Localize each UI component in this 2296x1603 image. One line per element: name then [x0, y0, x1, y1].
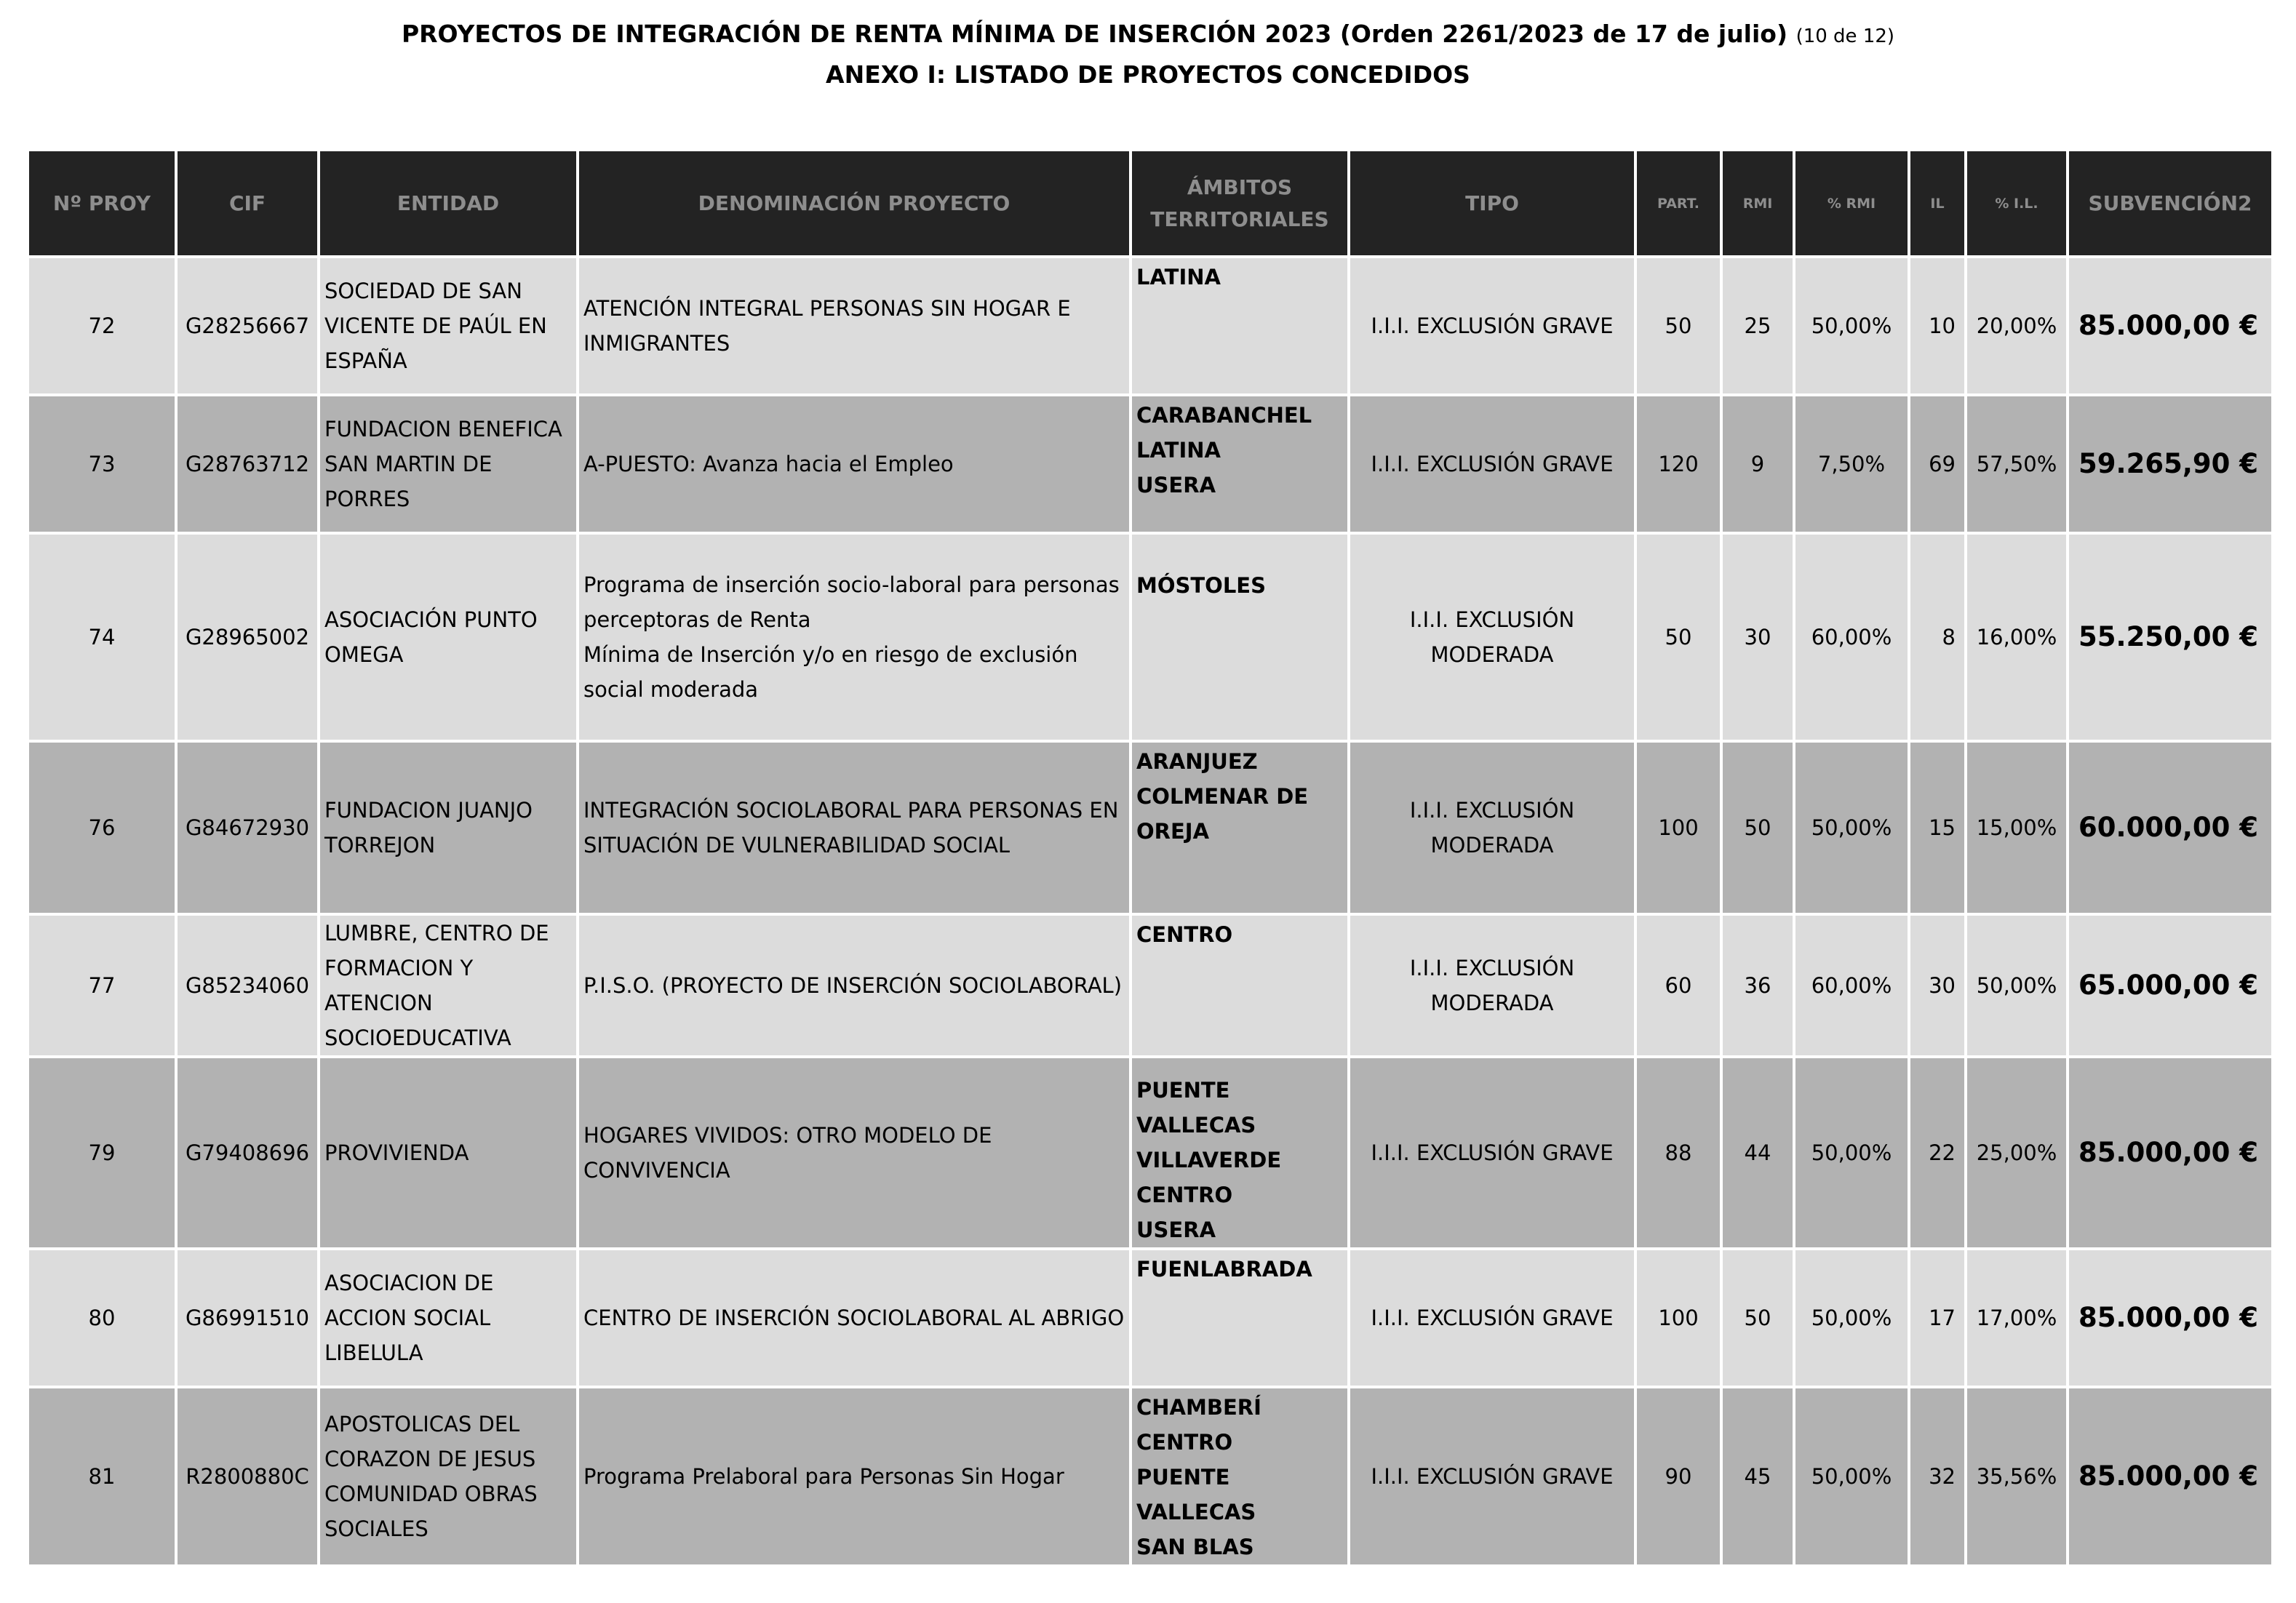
cell-ambitos: CHAMBERÍ CENTRO PUENTE VALLECAS SAN BLAS: [1131, 1387, 1349, 1566]
cell-ambitos: CENTRO: [1131, 914, 1349, 1057]
cell-pct-rmi: 60,00%: [1794, 914, 1909, 1057]
cell-cif: G28763712: [176, 395, 319, 533]
cell-il: 69: [1909, 395, 1966, 533]
cell-pct-il: 25,00%: [1966, 1057, 2068, 1249]
cell-pct-il: 50,00%: [1966, 914, 2068, 1057]
cell-entidad: APOSTOLICAS DEL CORAZON DE JESUS COMUNIDAD OBRAS SOCIALES: [319, 1387, 578, 1566]
header-denominacion: DENOMINACIÓN PROYECTO: [578, 150, 1131, 257]
document-title: [0, 17, 2296, 53]
cell-proyecto: [578, 533, 1131, 741]
cell-part: 60: [1635, 914, 1721, 1057]
cell-pct-rmi: 50,00%: [1794, 1387, 1909, 1566]
cell-rmi: 50: [1721, 741, 1794, 914]
page-indicator: (10 de 12): [1795, 25, 1895, 47]
cell-il: 30: [1909, 914, 1966, 1057]
header-pct-rmi: % RMI: [1794, 150, 1909, 257]
table-row: [28, 914, 2273, 1057]
cell-tipo: I.I.I. EXCLUSIÓN MODERADA: [1349, 914, 1635, 1057]
cell-tipo: I.I.I. EXCLUSIÓN GRAVE: [1349, 395, 1635, 533]
cell-n-proy: 80: [28, 1249, 176, 1387]
cell-il: 15: [1909, 741, 1966, 914]
cell-proyecto: A-PUESTO: Avanza hacia el Empleo: [578, 395, 1131, 533]
cell-ambitos: CARABANCHEL LATINA USERA: [1131, 395, 1349, 533]
cell-rmi: 30: [1721, 533, 1794, 741]
cell-n-proy: 74: [28, 533, 176, 741]
header-il: IL: [1909, 150, 1966, 257]
cell-pct-il: 57,50%: [1966, 395, 2068, 533]
header-n-proy: Nº PROY: [28, 150, 176, 257]
cell-il: 10: [1909, 257, 1966, 395]
title-line-1: PROYECTOS DE INTEGRACIÓN DE RENTA MÍNIMA DE INSERCIÓN 2023 (Orden 2261/2023 de 17 de julio): [401, 20, 1788, 48]
cell-rmi: 44: [1721, 1057, 1794, 1249]
cell-part: 100: [1635, 741, 1721, 914]
cell-pct-rmi: 60,00%: [1794, 533, 1909, 741]
cell-part: 50: [1635, 533, 1721, 741]
cell-subvencion: 85.000,00 €: [2068, 1387, 2273, 1566]
header-tipo: TIPO: [1349, 150, 1635, 257]
cell-proyecto: CENTRO DE INSERCIÓN SOCIOLABORAL AL ABRIGO: [578, 1249, 1131, 1387]
cell-ambitos: FUENLABRADA: [1131, 1249, 1349, 1387]
table-row: [28, 1057, 2273, 1249]
table-row: [28, 1249, 2273, 1387]
cell-n-proy: 72: [28, 257, 176, 395]
table-row: [28, 533, 2273, 741]
cell-il: 17: [1909, 1249, 1966, 1387]
cell-ambitos: ARANJUEZ COLMENAR DE OREJA: [1131, 741, 1349, 914]
cell-rmi: 9: [1721, 395, 1794, 533]
cell-tipo: I.I.I. EXCLUSIÓN GRAVE: [1349, 257, 1635, 395]
cell-part: 100: [1635, 1249, 1721, 1387]
cell-pct-il: 16,00%: [1966, 533, 2068, 741]
cell-n-proy: 81: [28, 1387, 176, 1566]
cell-entidad: SOCIEDAD DE SAN VICENTE DE PAÚL EN ESPAÑA: [319, 257, 578, 395]
cell-entidad: LUMBRE, CENTRO DE FORMACION Y ATENCION SOCIOEDUCATIVA: [319, 914, 578, 1057]
cell-subvencion: 65.000,00 €: [2068, 914, 2273, 1057]
header-pct-il: % I.L.: [1966, 150, 2068, 257]
cell-pct-il: 15,00%: [1966, 741, 2068, 914]
cell-cif: G79408696: [176, 1057, 319, 1249]
cell-ambitos: MÓSTOLES: [1131, 533, 1349, 741]
table-row: [28, 741, 2273, 914]
cell-pct-rmi: 50,00%: [1794, 741, 1909, 914]
cell-ambitos: LATINA: [1131, 257, 1349, 395]
cell-ambitos: PUENTE VALLECAS VILLAVERDE CENTRO USERA: [1131, 1057, 1349, 1249]
cell-il: 32: [1909, 1387, 1966, 1566]
cell-pct-il: 20,00%: [1966, 257, 2068, 395]
cell-n-proy: 79: [28, 1057, 176, 1249]
cell-il: 8: [1909, 533, 1966, 741]
cell-entidad: FUNDACION JUANJO TORREJON: [319, 741, 578, 914]
cell-il: 22: [1909, 1057, 1966, 1249]
cell-rmi: 50: [1721, 1249, 1794, 1387]
cell-rmi: 36: [1721, 914, 1794, 1057]
cell-proyecto: HOGARES VIVIDOS: OTRO MODELO DE CONVIVENCIA: [578, 1057, 1131, 1249]
cell-tipo: I.I.I. EXCLUSIÓN GRAVE: [1349, 1057, 1635, 1249]
cell-part: 90: [1635, 1387, 1721, 1566]
cell-n-proy: 76: [28, 741, 176, 914]
cell-entidad: PROVIVIENDA: [319, 1057, 578, 1249]
cell-subvencion: 85.000,00 €: [2068, 1057, 2273, 1249]
header-rmi: RMI: [1721, 150, 1794, 257]
table-row: [28, 395, 2273, 533]
cell-pct-rmi: 50,00%: [1794, 1249, 1909, 1387]
cell-part: 88: [1635, 1057, 1721, 1249]
header-row: [28, 150, 2273, 257]
cell-subvencion: 85.000,00 €: [2068, 257, 2273, 395]
cell-entidad: FUNDACION BENEFICA SAN MARTIN DE PORRES: [319, 395, 578, 533]
cell-proyecto: INTEGRACIÓN SOCIOLABORAL PARA PERSONAS EN SITUACIÓN DE VULNERABILIDAD SOCIAL: [578, 741, 1131, 914]
cell-pct-il: 17,00%: [1966, 1249, 2068, 1387]
cell-cif: G86991510: [176, 1249, 319, 1387]
header-cif: CIF: [176, 150, 319, 257]
cell-proyecto: P.I.S.O. (PROYECTO DE INSERCIÓN SOCIOLABORAL): [578, 914, 1131, 1057]
cell-tipo: I.I.I. EXCLUSIÓN MODERADA: [1349, 533, 1635, 741]
header-entidad: ENTIDAD: [319, 150, 578, 257]
cell-entidad: ASOCIACIÓN PUNTO OMEGA: [319, 533, 578, 741]
cell-pct-rmi: 50,00%: [1794, 1057, 1909, 1249]
cell-tipo: I.I.I. EXCLUSIÓN GRAVE: [1349, 1387, 1635, 1566]
cell-n-proy: 77: [28, 914, 176, 1057]
cell-subvencion: 60.000,00 €: [2068, 741, 2273, 914]
cell-rmi: 25: [1721, 257, 1794, 395]
table-row: [28, 1387, 2273, 1566]
cell-n-proy: 73: [28, 395, 176, 533]
cell-tipo: I.I.I. EXCLUSIÓN MODERADA: [1349, 741, 1635, 914]
cell-rmi: 45: [1721, 1387, 1794, 1566]
document-subtitle: ANEXO I: LISTADO DE PROYECTOS CONCEDIDOS: [826, 60, 1470, 89]
cell-pct-il: 35,56%: [1966, 1387, 2068, 1566]
cell-pct-rmi: 50,00%: [1794, 257, 1909, 395]
cell-cif: R2800880C: [176, 1387, 319, 1566]
table-row: [28, 257, 2273, 395]
cell-part: 120: [1635, 395, 1721, 533]
cell-pct-rmi: 7,50%: [1794, 395, 1909, 533]
cell-cif: G28965002: [176, 533, 319, 741]
header-ambitos: ÁMBITOS TERRITORIALES: [1131, 150, 1349, 257]
cell-cif: G28256667: [176, 257, 319, 395]
cell-cif: G84672930: [176, 741, 319, 914]
cell-proyecto: Programa Prelaboral para Personas Sin Hogar: [578, 1387, 1131, 1566]
cell-proyecto-text: Programa de inserción socio-laboral para personas perceptoras de Renta Mínima de Inserción y/o en riesgo de exclusión social moderada: [583, 572, 1120, 702]
cell-cif: G85234060: [176, 914, 319, 1057]
cell-entidad: ASOCIACION DE ACCION SOCIAL LIBELULA: [319, 1249, 578, 1387]
cell-subvencion: 59.265,90 €: [2068, 395, 2273, 533]
cell-subvencion: 55.250,00 €: [2068, 533, 2273, 741]
cell-proyecto: ATENCIÓN INTEGRAL PERSONAS SIN HOGAR E INMIGRANTES: [578, 257, 1131, 395]
projects-table: [26, 148, 2274, 1567]
header-subvencion: SUBVENCIÓN2: [2068, 150, 2273, 257]
cell-tipo: I.I.I. EXCLUSIÓN GRAVE: [1349, 1249, 1635, 1387]
header-part: PART.: [1635, 150, 1721, 257]
cell-part: 50: [1635, 257, 1721, 395]
cell-subvencion: 85.000,00 €: [2068, 1249, 2273, 1387]
